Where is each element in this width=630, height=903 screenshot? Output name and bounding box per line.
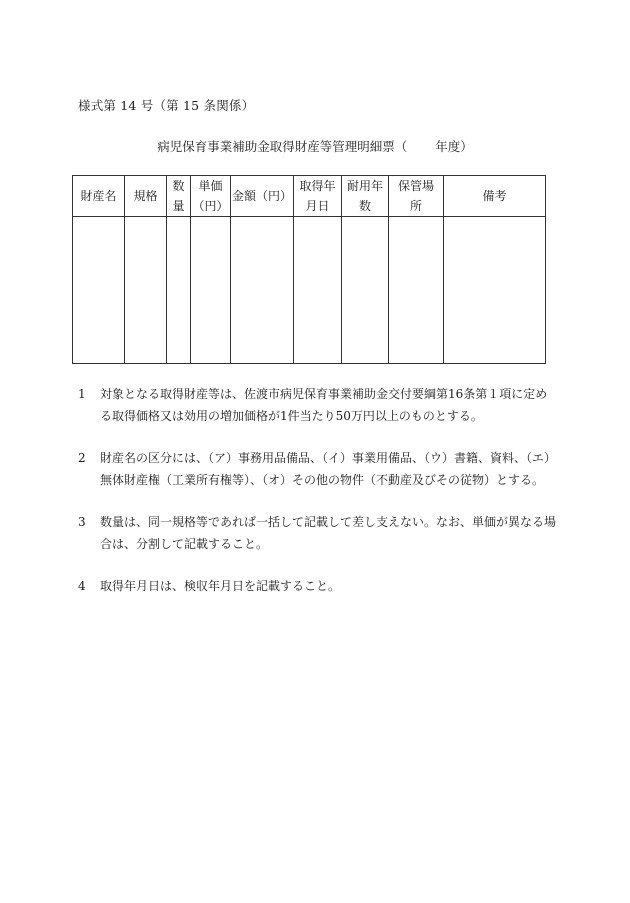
header-acquisition-date [294, 176, 342, 217]
table-row [73, 217, 546, 364]
header-line: 取得年 [299, 179, 336, 193]
header-line: 数 [358, 199, 371, 213]
note-item [78, 575, 556, 597]
header-line: 規格 [133, 189, 158, 203]
header-line: 金額（円） [231, 189, 292, 203]
cell-specification[interactable] [125, 217, 167, 364]
header-line: 財産名 [80, 189, 117, 203]
note-item [78, 447, 556, 491]
header-line: 単価 [198, 179, 223, 193]
header-line: 月日 [305, 199, 330, 213]
note-item [78, 511, 556, 555]
header-amount [231, 176, 294, 217]
header-line: 耐用年 [346, 179, 383, 193]
header-line: 備考 [482, 189, 507, 203]
header-storage-location [389, 176, 444, 217]
note-text: 財産名の区分には、（ア）事務用品備品、（イ）事業用備品、（ウ）書籍、資料、（エ）無体財産権（工業所有権等）、（オ）その他の物件（不動産及びその従物）とする。 [100, 451, 557, 487]
note-text: 対象となる取得財産等は、佐渡市病児保育事業補助金交付要綱第16条第１項に定める取得価格又は効用の増加価格が1件当たり50万円以上のものとする。 [100, 387, 548, 423]
document-title [0, 137, 630, 155]
cell-remarks[interactable] [444, 217, 546, 364]
header-line: 量 [172, 199, 185, 213]
header-line: 数 [172, 179, 185, 193]
cell-storage-location[interactable] [389, 217, 444, 364]
header-line: 保管場 [397, 179, 434, 193]
header-remarks [444, 176, 546, 217]
header-specification [125, 176, 167, 217]
title-main: 病児保育事業補助金取得財産等管理明細票（ [157, 139, 408, 154]
cell-useful-life[interactable] [342, 217, 389, 364]
header-line: （円） [192, 199, 229, 213]
header-useful-life [342, 176, 389, 217]
note-number: 2 [78, 451, 86, 465]
note-number: 4 [78, 579, 86, 593]
note-number: 3 [78, 515, 86, 529]
title-year-suffix: 年度） [435, 139, 473, 154]
notes-list [78, 383, 556, 617]
note-text: 取得年月日は、検収年月日を記載すること。 [100, 579, 341, 593]
cell-amount[interactable] [231, 217, 294, 364]
header-unit-price [191, 176, 231, 217]
property-register-table [72, 175, 546, 364]
header-property-name [73, 176, 125, 217]
note-number: 1 [78, 387, 86, 401]
header-quantity [167, 176, 191, 217]
table-header-row [73, 176, 546, 217]
cell-acquisition-date[interactable] [294, 217, 342, 364]
note-text: 数量は、同一規格等であれば一括して記載して差し支えない。なお、単価が異なる場合は、分割して記載すること。 [100, 515, 557, 551]
note-item [78, 383, 556, 427]
cell-property-name[interactable] [73, 217, 125, 364]
cell-quantity[interactable] [167, 217, 191, 364]
form-number: 様式第 14 号（第 15 条関係） [78, 98, 255, 113]
cell-unit-price[interactable] [191, 217, 231, 364]
header-line: 所 [409, 199, 422, 213]
